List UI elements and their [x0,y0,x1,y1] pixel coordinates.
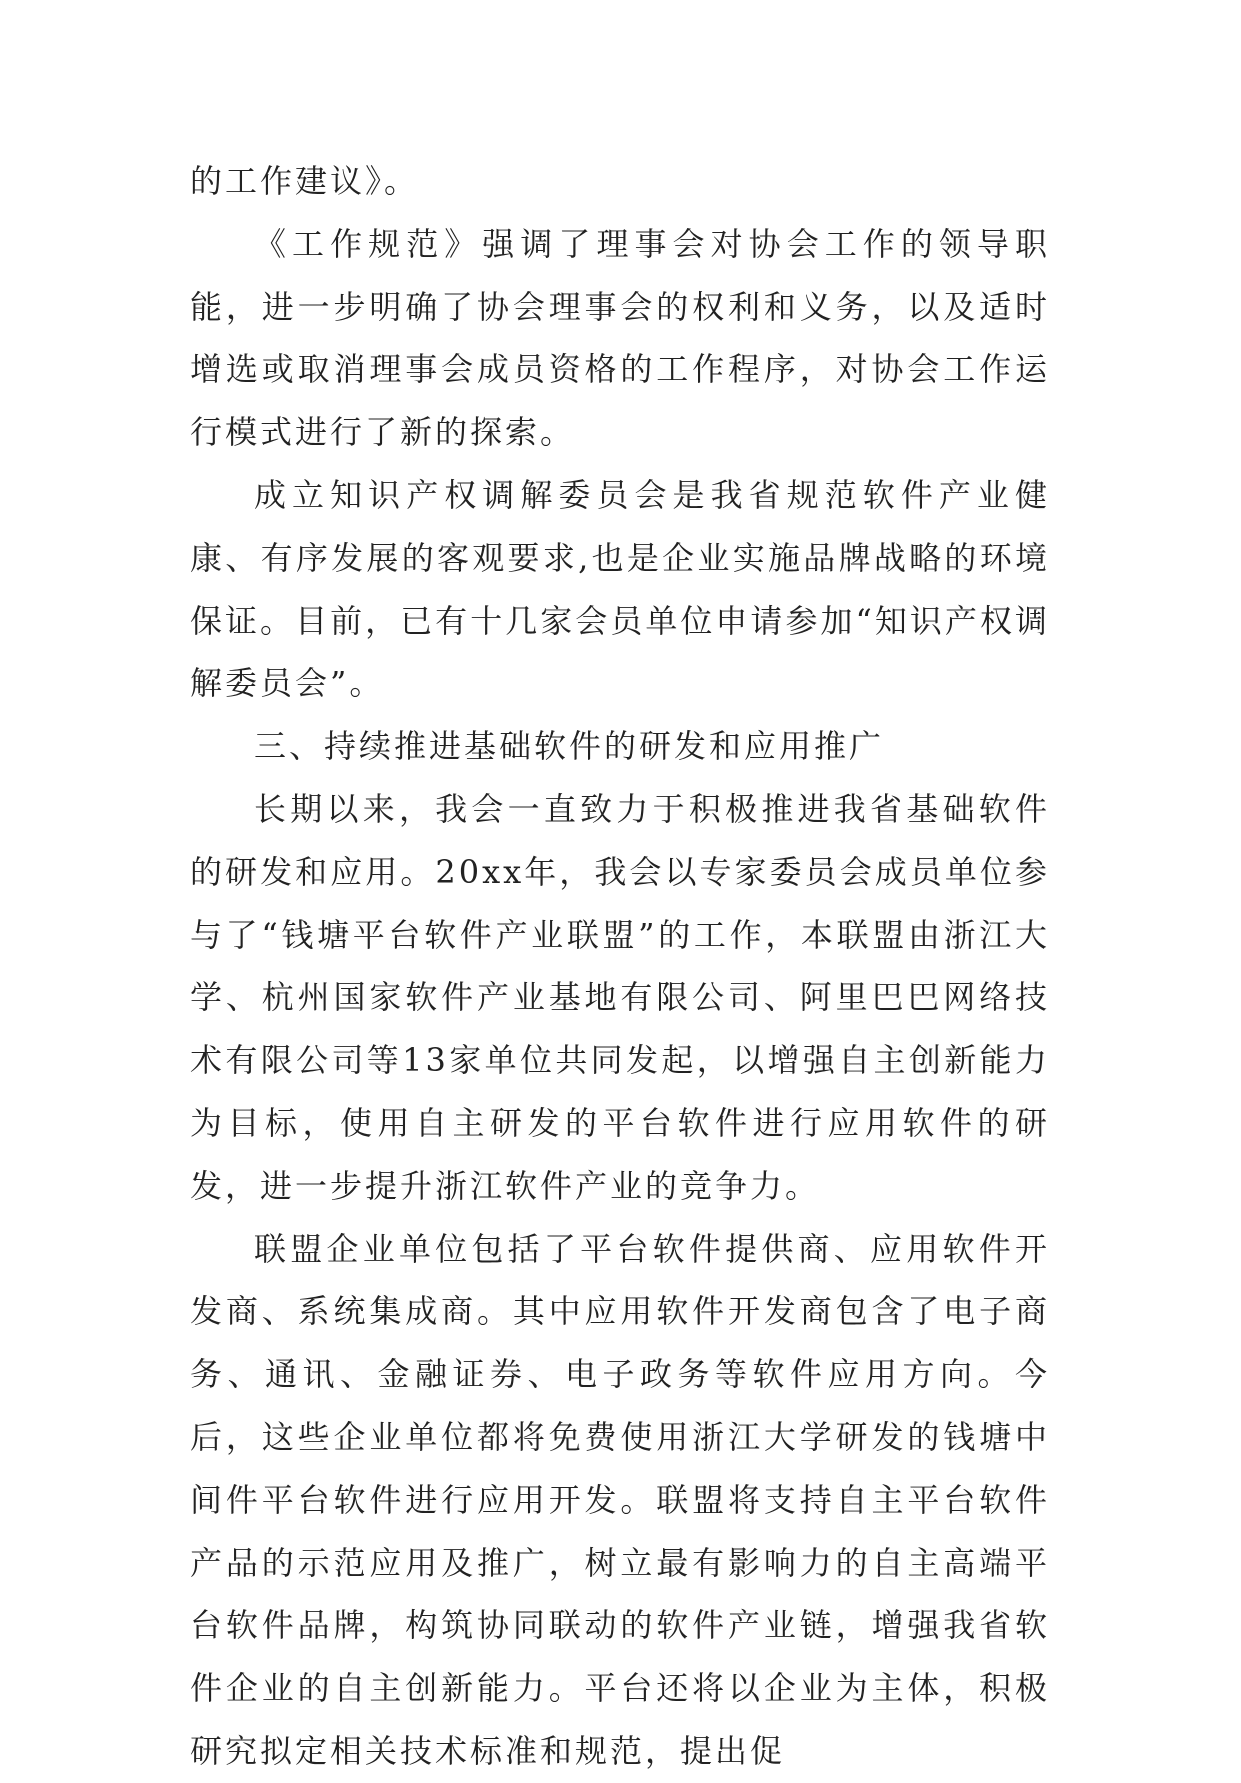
paragraph-ip-committee: 成立知识产权调解委员会是我省规范软件产业健康、有序发展的客观要求,也是企业实施品牌战略的环境保证。目前，已有十几家会员单位申请参加“知识产权调解委员会”。 [190,475,1050,703]
document-body [190,150,1050,1783]
section-heading: 三、持续推进基础软件的研发和应用推广 [254,727,885,766]
paragraph-alliance-members: 联盟企业单位包括了平台软件提供商、应用软件开发商、系统集成商。其中应用软件开发商包含了电子商务、通讯、金融证券、电子政务等软件应用方向。今后，这些企业单位都将免费使用浙江大学研发的钱塘中间件平台软件进行应用开发。联盟将支持自主平台软件产品的示范应用及推广，树立最有影响力的自主高端平台软件品牌，构筑协同联动的软件产业链，增强我省软件企业的自主创新能力。平台还将以企业为主体，积极研究拟定相关技术标准和规范，提出促 [190,1229,1050,1770]
paragraph-continuation: 的工作建议》。 [190,162,420,200]
paragraph-basic-software: 长期以来，我会一直致力于积极推进我省基础软件的研发和应用。20xx年，我会以专家委员会成员单位参与了“钱塘平台软件产业联盟”的工作，本联盟由浙江大学、杭州国家软件产业基地有限公司、阿里巴巴网络技术有限公司等13家单位共同发起，以增强自主创新能力为目标，使用自主研发的平台软件进行应用软件的研发，进一步提升浙江软件产业的竞争力。 [190,789,1050,1205]
paragraph-work-norms: 《工作规范》强调了理事会对协会工作的领导职能，进一步明确了协会理事会的权利和义务，以及适时增选或取消理事会成员资格的工作程序，对协会工作运行模式进行了新的探索。 [190,224,1050,452]
